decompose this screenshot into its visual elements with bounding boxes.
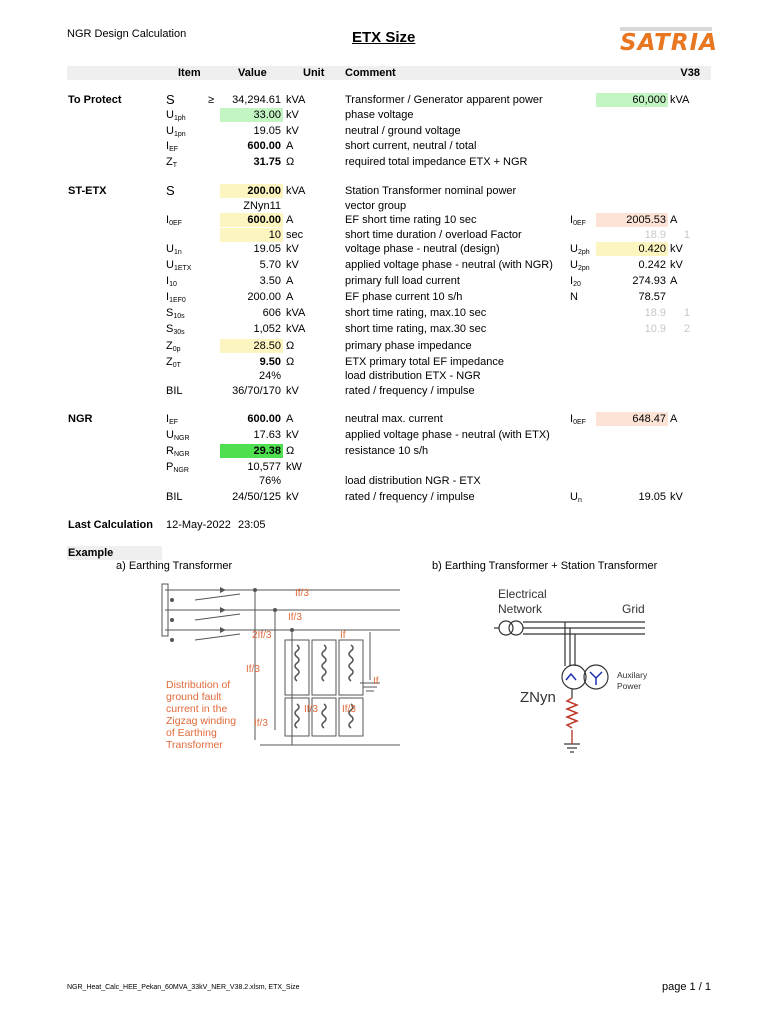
row-stetx-12	[0, 369, 768, 383]
right-unit-cell: kV	[670, 491, 683, 503]
row-ngr-5	[0, 490, 768, 504]
last-calc-time: 23:05	[238, 519, 266, 531]
sheet-title: ETX Size	[352, 29, 416, 46]
item-symbol	[166, 355, 181, 369]
symbol-subscript: n	[577, 497, 582, 504]
rsym-symbol: I	[570, 275, 574, 287]
comment-cell: primary phase impedance	[345, 340, 472, 352]
comment-cell: short time duration / overload Factor	[345, 229, 522, 241]
rsym-symbol: U	[570, 259, 578, 271]
item-symbol	[166, 274, 177, 288]
sym-symbol: S	[166, 323, 174, 335]
row-stetx-1	[0, 199, 768, 213]
unit-cell: Ω	[286, 445, 295, 457]
symbol-subscript: 0p	[172, 346, 181, 353]
right-symbol	[570, 242, 590, 256]
row-protect-3	[0, 139, 768, 153]
item-symbol	[166, 124, 186, 138]
right-value-cell: 10.9	[644, 323, 666, 335]
item-symbol	[166, 139, 178, 153]
value-cell: 36/70/170	[232, 385, 281, 397]
item-symbol	[166, 108, 186, 122]
right-extra-cell: 2	[683, 323, 690, 335]
last-calc-label: Last Calculation	[68, 519, 153, 531]
label-if-ground: If	[373, 676, 379, 687]
version-label: V38	[680, 67, 700, 79]
grid-label: Grid	[622, 602, 645, 616]
caption-line: Distribution of	[166, 679, 231, 691]
sym-symbol: I	[166, 291, 170, 303]
sym-symbol: U	[166, 429, 174, 441]
header-value: Value	[238, 67, 267, 79]
caption-line: Transformer	[166, 739, 223, 751]
label-if3-top: If/3	[295, 588, 309, 599]
section-st-etx: ST-ETX	[68, 185, 107, 197]
comment-cell: short current, neutral / total	[345, 140, 477, 152]
row-stetx-0	[0, 184, 768, 198]
unit-cell: kW	[286, 461, 302, 473]
symbol-subscript: NGR	[173, 467, 189, 474]
value-cell: 76%	[258, 475, 281, 487]
item-symbol	[166, 242, 182, 256]
right-value-cell: 648.47	[596, 412, 668, 426]
label-if3-bottom-left: If/3	[254, 718, 268, 729]
right-value-cell: 0.242	[638, 259, 666, 271]
caption-line: of Earthing	[166, 727, 217, 739]
unit-cell: A	[286, 140, 294, 152]
item-symbol	[166, 339, 181, 353]
comment-cell: neutral / ground voltage	[345, 125, 461, 137]
item-symbol	[166, 444, 190, 458]
example-label: Example	[68, 547, 114, 559]
unit-cell: A	[286, 413, 294, 425]
right-symbol	[570, 274, 581, 288]
auxiliary-label-line2: Power	[617, 681, 642, 691]
sym-symbol: BIL	[166, 385, 183, 397]
row-stetx-6	[0, 274, 768, 288]
sym-symbol: R	[166, 445, 174, 457]
unit-cell: kVA	[286, 94, 306, 106]
sym-symbol: Z	[166, 156, 173, 168]
unit-cell: Ω	[286, 356, 295, 368]
value-cell: 10	[220, 228, 283, 242]
symbol-subscript: 0EF	[169, 220, 182, 227]
row-stetx-2	[0, 213, 768, 227]
value-cell: 19.05	[253, 243, 281, 255]
header-unit: Unit	[303, 67, 325, 79]
row-protect-1	[0, 108, 768, 122]
unit-cell: kV	[286, 259, 299, 271]
comment-cell: primary full load current	[345, 275, 460, 287]
item-symbol	[166, 306, 185, 320]
row-stetx-7	[0, 290, 768, 304]
unit-cell: A	[286, 275, 294, 287]
label-if: If	[340, 630, 346, 641]
row-ngr-4	[0, 474, 768, 488]
item-symbol	[166, 490, 183, 504]
comment-cell: load distribution NGR - ETX	[345, 475, 481, 487]
unit-cell: kVA	[286, 307, 306, 319]
value-cell: 200.00	[247, 291, 281, 303]
symbol-subscript: EF	[169, 419, 179, 426]
right-value-cell: 2005.53	[596, 213, 668, 227]
label-if3-bottom-right: If/3	[342, 704, 356, 715]
row-protect-4	[0, 155, 768, 169]
comment-cell: Transformer / Generator apparent power	[345, 94, 543, 106]
rsym-symbol: I	[570, 413, 574, 425]
comment-cell: neutral max. current	[345, 413, 443, 425]
brand-wordmark: SATRIA	[620, 30, 718, 56]
row-stetx-13	[0, 384, 768, 398]
comment-cell: load distribution ETX - NGR	[345, 370, 481, 382]
section-ngr: NGR	[68, 413, 93, 425]
unit-cell: kV	[286, 491, 299, 503]
caption-line: Zigzag winding	[166, 715, 237, 727]
row-stetx-5	[0, 258, 768, 272]
right-unit-cell: A	[670, 275, 678, 287]
doc-title: NGR Design Calculation	[67, 28, 187, 40]
symbol-subscript: 20	[573, 281, 581, 288]
etx-station-transformer-diagram	[490, 584, 660, 760]
unit-cell: kVA	[286, 323, 306, 335]
item-symbol	[166, 213, 182, 227]
row-stetx-4	[0, 242, 768, 256]
right-value-cell: 19.05	[638, 491, 666, 503]
right-unit-cell: kV	[670, 259, 683, 271]
value-cell: 19.05	[253, 125, 281, 137]
comment-cell: EF phase current 10 s/h	[345, 291, 463, 303]
footer-page: page 1 / 1	[662, 981, 711, 993]
symbol-subscript: T	[172, 162, 178, 169]
sym-symbol: U	[166, 259, 174, 271]
value-cell: 606	[262, 307, 281, 319]
right-value-cell: 0.420	[596, 242, 668, 256]
comment-cell: EF short time rating 10 sec	[345, 214, 477, 226]
symbol-subscript: 0EF	[573, 419, 586, 426]
comment-cell: rated / frequency / impulse	[345, 491, 475, 503]
symbol-subscript: 1EF0	[169, 297, 186, 304]
zigzag-etx-diagram	[160, 580, 410, 758]
row-protect-2	[0, 124, 768, 138]
row-stetx-3	[0, 228, 768, 242]
row-stetx-8	[0, 306, 768, 320]
item-symbol	[166, 93, 175, 107]
sym-symbol: U	[166, 109, 174, 121]
value-cell: 28.50	[220, 339, 283, 353]
right-value-cell: 274.93	[632, 275, 666, 287]
unit-cell: kVA	[286, 185, 306, 197]
comment-cell: required total impedance ETX + NGR	[345, 156, 528, 168]
right-value-cell: 78.57	[638, 291, 666, 303]
right-value-cell: 18.9	[644, 229, 666, 241]
item-symbol	[166, 184, 175, 198]
right-symbol	[570, 213, 586, 227]
example-a-caption: a) Earthing Transformer	[116, 560, 233, 572]
row-ngr-2	[0, 444, 768, 458]
unit-cell: A	[286, 214, 294, 226]
sym-symbol: I	[166, 214, 170, 226]
label-if3-left: If/3	[246, 664, 260, 675]
value-cell: 9.50	[259, 356, 281, 368]
value-cell: 33.00	[220, 108, 283, 122]
sym-symbol: P	[166, 461, 174, 473]
symbol-subscript: EF	[169, 146, 179, 153]
value-cell: 31.75	[253, 156, 281, 168]
caption-line: ground fault	[166, 691, 222, 703]
value-cell: 1,052	[253, 323, 281, 335]
brand-logo	[620, 27, 718, 57]
footer-file: NGR_Heat_Calc_HEE_Pekan_60MVA_33kV_NER_V38.2.xlsm, ETX_Size	[67, 984, 300, 991]
sym-symbol: S	[166, 307, 174, 319]
symbol-subscript: NGR	[173, 435, 190, 442]
value-cell: 34,294.61	[232, 94, 281, 106]
right-value-cell: 18.9	[644, 307, 666, 319]
item-symbol	[166, 290, 186, 304]
right-extra-cell: 1	[683, 307, 690, 319]
row-stetx-9	[0, 322, 768, 336]
value-cell: 600.00	[247, 140, 281, 152]
value-cell: 24%	[258, 370, 281, 382]
value-cell: 3.50	[259, 275, 281, 287]
right-symbol	[570, 290, 578, 304]
value-cell: 200.00	[220, 184, 283, 198]
label-if3-bottom-mid: If/3	[304, 704, 318, 715]
right-extra-cell: 1	[683, 229, 690, 241]
item-symbol	[166, 428, 190, 442]
symbol-subscript: NGR	[173, 451, 190, 458]
symbol-subscript: 0EF	[573, 220, 586, 227]
right-symbol	[570, 258, 590, 272]
comment-cell: voltage phase - neutral (design)	[345, 243, 500, 255]
right-symbol	[570, 412, 586, 426]
header-comment: Comment	[345, 67, 396, 79]
symbol-subscript: 30s	[173, 329, 185, 336]
unit-cell: A	[286, 291, 294, 303]
symbol-subscript: 1pn	[173, 131, 186, 138]
sym-symbol: I	[166, 413, 170, 425]
comment-cell: Station Transformer nominal power	[345, 185, 517, 197]
symbol-subscript: 0T	[172, 362, 181, 369]
last-calc-date: 12-May-2022	[166, 519, 231, 531]
item-symbol	[166, 384, 183, 398]
row-stetx-11	[0, 355, 768, 369]
sym-symbol: BIL	[166, 491, 183, 503]
sym-symbol: S	[166, 92, 175, 107]
auxiliary-label-line1: Auxilary	[617, 670, 648, 680]
label-if3-mid: If/3	[288, 612, 302, 623]
right-value-cell: 60,000	[596, 93, 668, 107]
znyn-label: ZNyn	[520, 689, 556, 706]
item-symbol	[166, 460, 189, 474]
item-symbol	[166, 412, 178, 426]
value-cell: ZNyn11	[243, 200, 281, 212]
symbol-subscript: 1n	[173, 249, 182, 256]
value-cell: 600.00	[220, 213, 283, 227]
label-2if3: 2If/3	[252, 630, 272, 641]
right-unit-cell: kV	[670, 243, 683, 255]
header-item: Item	[178, 67, 201, 79]
value-cell: 5.70	[259, 259, 281, 271]
comment-cell: applied voltage phase - neutral (with ETX)	[345, 429, 550, 441]
symbol-subscript: 2ph	[577, 249, 590, 256]
unit-cell: kV	[286, 243, 299, 255]
rsym-symbol: N	[570, 291, 578, 303]
sym-symbol: I	[166, 275, 170, 287]
rsym-symbol: U	[570, 491, 578, 503]
comment-cell: vector group	[345, 200, 407, 212]
caption-line: current in the	[166, 703, 228, 715]
unit-cell: kV	[286, 109, 299, 121]
unit-cell: Ω	[286, 156, 295, 168]
symbol-subscript: 10s	[173, 313, 185, 320]
comment-cell: short time rating, max.30 sec	[345, 323, 487, 335]
value-cell: 10,577	[247, 461, 281, 473]
item-symbol	[166, 322, 185, 336]
rsym-symbol: I	[570, 214, 574, 226]
unit-cell: kV	[286, 429, 299, 441]
right-unit-cell: A	[670, 214, 678, 226]
row-ngr-0	[0, 412, 768, 426]
sym-symbol: I	[166, 140, 170, 152]
right-unit-cell: A	[670, 413, 678, 425]
symbol-subscript: 1ph	[173, 115, 186, 122]
item-symbol	[166, 155, 177, 169]
comment-cell: phase voltage	[345, 109, 414, 121]
sym-symbol: Z	[166, 340, 173, 352]
symbol-subscript: 10	[169, 281, 177, 288]
unit-cell: kV	[286, 125, 299, 137]
value-cell: 17.63	[253, 429, 281, 441]
sym-symbol: U	[166, 243, 174, 255]
symbol-subscript: 2pn	[577, 265, 590, 272]
sym-symbol: S	[166, 183, 175, 198]
unit-cell: kV	[286, 385, 299, 397]
comment-cell: ETX primary total EF impedance	[345, 356, 504, 368]
unit-cell: Ω	[286, 340, 295, 352]
comment-cell: resistance 10 s/h	[345, 445, 429, 457]
network-label-line1: Electrical	[498, 587, 547, 601]
item-symbol	[166, 258, 191, 272]
value-cell: 24/50/125	[232, 491, 281, 503]
symbol-subscript: 1ETX	[173, 265, 192, 272]
comment-cell: rated / frequency / impulse	[345, 385, 475, 397]
row-ngr-3	[0, 460, 768, 474]
sym-symbol: U	[166, 125, 174, 137]
row-ngr-1	[0, 428, 768, 442]
row-protect-0	[0, 93, 768, 107]
right-symbol	[570, 490, 582, 504]
ge-symbol: ≥	[208, 94, 215, 106]
unit-cell: sec	[286, 229, 304, 241]
zigzag-caption	[166, 679, 236, 751]
row-stetx-10	[0, 339, 768, 353]
network-label-line2: Network	[498, 602, 543, 616]
value-cell: 29.38	[220, 444, 283, 458]
comment-cell: applied voltage phase - neutral (with NGR)	[345, 259, 553, 271]
rsym-symbol: U	[570, 243, 578, 255]
sym-symbol: Z	[166, 356, 173, 368]
section-to-protect: To Protect	[68, 94, 122, 106]
comment-cell: short time rating, max.10 sec	[345, 307, 487, 319]
example-b-caption: b) Earthing Transformer + Station Transformer	[432, 560, 658, 572]
value-cell: 600.00	[247, 413, 281, 425]
right-unit-cell: kVA	[670, 94, 690, 106]
